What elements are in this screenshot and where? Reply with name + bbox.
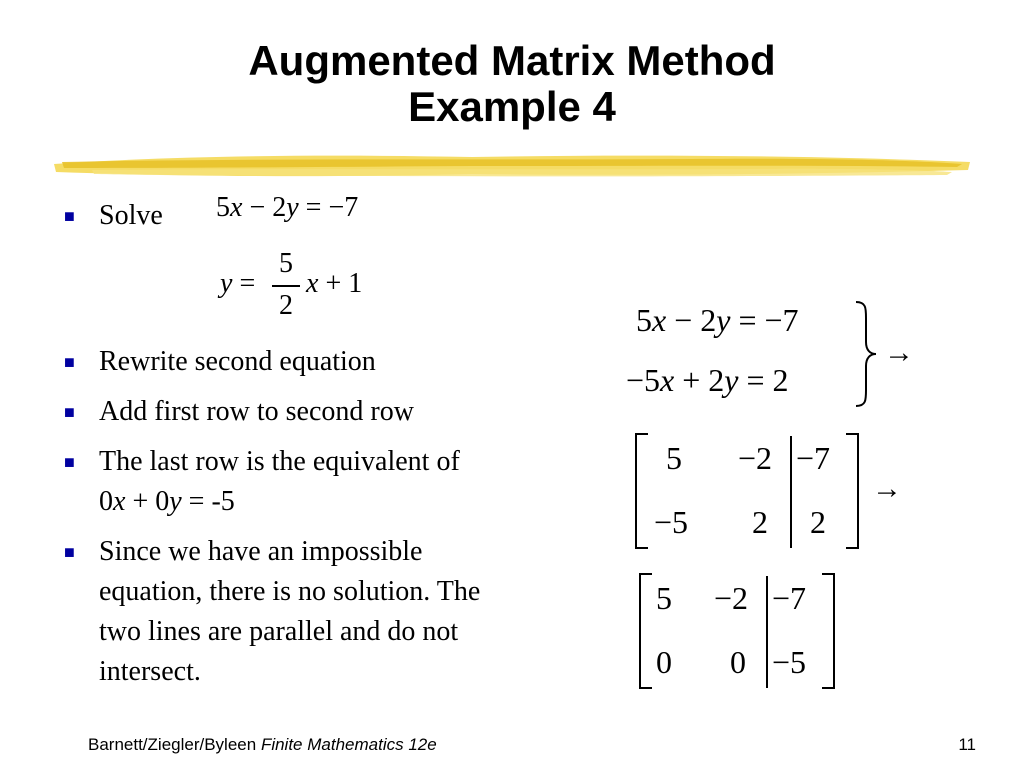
matrix-cell: −5: [772, 644, 807, 680]
coef: 5: [216, 192, 230, 223]
bullet-text: Rewrite second equation: [99, 346, 376, 377]
var: y: [220, 268, 233, 299]
original-eq-2-lhs: [220, 268, 255, 300]
augment-divider: [790, 436, 792, 548]
rhs: −7: [328, 192, 359, 223]
coef: 5: [636, 302, 652, 338]
rhs: −7: [764, 302, 799, 338]
bullet-square-icon: ■: [64, 402, 75, 422]
eq-coef: 0: [155, 486, 170, 517]
matrix-cell: 5: [666, 440, 682, 476]
coef: 2: [708, 362, 725, 398]
bullet-square-icon: ■: [64, 542, 75, 562]
arrow-right-icon: →: [884, 336, 914, 369]
eq-var: y: [169, 486, 182, 517]
page-number: 11: [958, 735, 976, 754]
bullet-square-icon: ■: [64, 352, 75, 372]
bullet-text: [99, 442, 559, 522]
var: x: [660, 362, 675, 398]
matrix-cell: −5: [654, 504, 689, 540]
left-bracket-icon: [632, 432, 652, 550]
matrix-cell: −7: [772, 580, 807, 616]
title-underline-stroke: [52, 148, 974, 182]
coef: 2: [272, 192, 287, 223]
eq-op: +: [132, 486, 149, 517]
coef: 2: [700, 302, 717, 338]
var: y: [724, 362, 739, 398]
matrix-cell: 2: [752, 504, 768, 540]
arrow-right-icon: →: [872, 472, 902, 505]
left-bracket-icon: [636, 572, 656, 690]
rhs: 2: [772, 362, 789, 398]
coef: −5: [626, 362, 661, 398]
bullet-text: Add first row to second row: [99, 396, 414, 427]
matrix-cell: 0: [656, 644, 672, 680]
right-bracket-icon: [818, 572, 838, 690]
eq-var: x: [113, 486, 126, 517]
matrix-cell: 5: [656, 580, 672, 616]
footer-citation: [88, 735, 437, 755]
footer-authors: Barnett/Ziegler/Byleen: [88, 735, 257, 754]
equivalent-equation: [99, 486, 235, 517]
const: 1: [348, 268, 363, 299]
bullet-square-icon: ■: [64, 206, 75, 226]
bullet-text: Since we have an impossible equation, there is no solution. The two lines are parallel and do not intersect.: [99, 536, 481, 687]
footer-book-title: Finite Mathematics 12e: [260, 735, 437, 754]
var: y: [286, 192, 299, 223]
op: +: [325, 268, 342, 299]
matrix-cell: −7: [796, 440, 831, 476]
matrix-cell: 2: [810, 504, 826, 540]
eq-rhs: = -5: [188, 486, 235, 517]
var: x: [652, 302, 667, 338]
title-line-1: Augmented Matrix Method: [248, 37, 776, 84]
matrix-cell: −2: [738, 440, 773, 476]
op: +: [682, 362, 701, 398]
var: x: [230, 192, 243, 223]
rewritten-eq-2: [626, 362, 789, 399]
matrix-cell: −2: [714, 580, 749, 616]
augment-divider: [766, 576, 768, 688]
op: =: [239, 268, 256, 299]
op: =: [746, 362, 765, 398]
right-bracket-icon: [842, 432, 862, 550]
fraction-numerator: 5: [279, 248, 293, 279]
right-brace-icon: [852, 298, 882, 410]
op: −: [249, 192, 266, 223]
bullet-text-line: The last row is the equivalent of: [99, 446, 460, 477]
op: =: [738, 302, 757, 338]
matrix-cell: 0: [730, 644, 746, 680]
op: =: [305, 192, 322, 223]
op: −: [674, 302, 693, 338]
var: y: [716, 302, 731, 338]
var: x: [306, 268, 319, 299]
bullet-text: Solve: [99, 200, 163, 231]
bullet-square-icon: ■: [64, 452, 75, 472]
title-line-2: Example 4: [408, 83, 616, 130]
eq-coef: 0: [99, 486, 113, 517]
original-eq-2-rhs: [306, 268, 362, 300]
fraction-bar: [272, 285, 300, 287]
fraction-denominator: 2: [279, 290, 293, 321]
original-eq-1: [216, 192, 358, 224]
slide-title: [0, 38, 1024, 130]
rewritten-eq-1: [636, 302, 799, 339]
